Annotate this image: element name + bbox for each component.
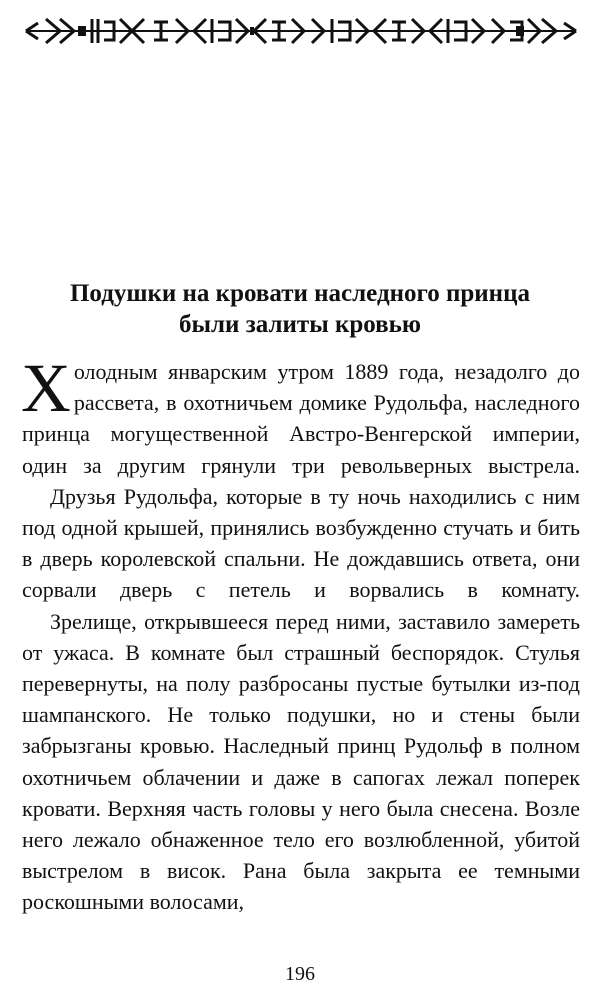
paragraph-3: Зрелище, открывшееся перед ними, заставило замереть от ужаса. В комнате был страшный беспорядок. Стулья перевернуты, на полу разбросаны пустые бутылки из-под шампанского. Не только подушки, но и стены были забрызганы кровью. Наследный принц Рудольф в полном охотничьем облачении и даже в сапогах лежал поперек кровати. Верхняя часть головы у него была снесена. Возле него лежало обнаженное тело его возлюбленной, убитой выстрелом в висок. Рана была закрыта ее темными роскошными волосами, xyxy=(22,608,580,915)
paragraph-2: Друзья Рудольфа, которые в ту ночь находились с ним под одной крышей, принялись возбужденно стучать и бить в дверь королевской спальни. Не дождавшись ответа, они сорвали дверь с петель и ворвались в комнату. xyxy=(22,483,580,603)
drop-cap: Х xyxy=(21,350,71,426)
paragraph-1 xyxy=(21,350,580,481)
body-text xyxy=(21,350,580,918)
heading-line-1: Подушки на кровати наследного принца xyxy=(69,280,530,307)
chapter-heading xyxy=(40,278,560,340)
heading-line-2: были залиты кровью xyxy=(179,311,421,338)
ornamental-border-icon xyxy=(22,14,580,48)
page-number: 196 xyxy=(285,963,315,985)
paragraph-1-text: олодным январским утром 1889 года, незадолго до рассвета, в охотничьем домике Рудольфа, наследного принца могущественной Австро-Венгерской империи, один за другим грянули три револьверных выстрела. xyxy=(22,359,580,478)
